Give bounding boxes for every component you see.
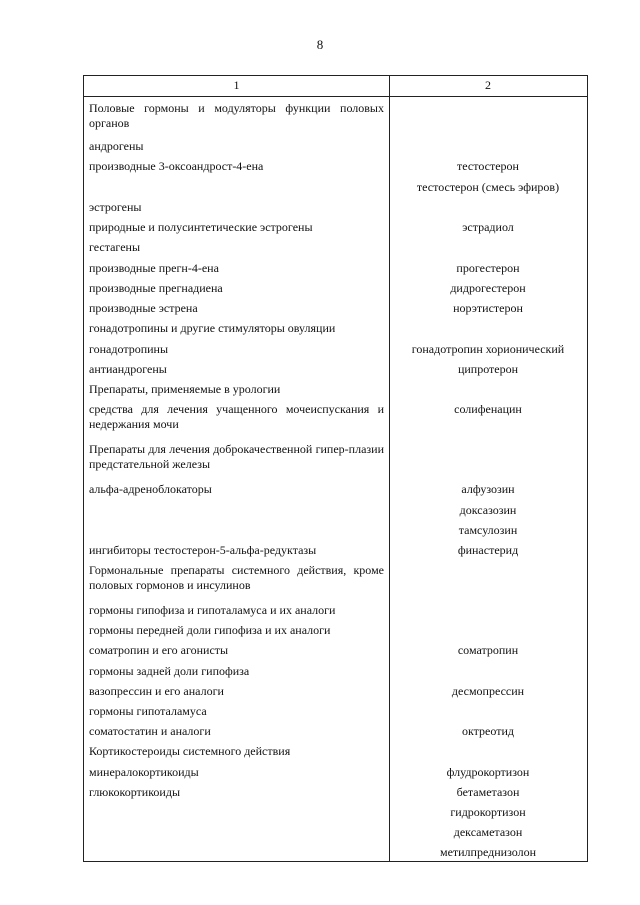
drug-name-cell: тестостерон (смесь эфиров) bbox=[416, 180, 560, 194]
drug-table bbox=[83, 75, 588, 862]
category-cell: ингибиторы тестостерон-5-альфа-редуктазы bbox=[89, 543, 317, 557]
drug-name-cell: прогестерон bbox=[456, 261, 520, 275]
drug-name-cell: гонадотропин хорионический bbox=[411, 342, 565, 356]
drug-name-cell: тамсулозин bbox=[458, 523, 518, 537]
category-cell: соматропин и его агонисты bbox=[89, 643, 229, 657]
category-cell: гонадотропины bbox=[89, 342, 169, 356]
header-col-1: 1 bbox=[233, 78, 240, 92]
drug-name-cell: ципротерон bbox=[457, 362, 519, 376]
category-cell: Препараты, применяемые в урологии bbox=[89, 382, 281, 396]
category-cell: минералокортикоиды bbox=[89, 765, 199, 779]
category-cell: гормоны гипоталамуса bbox=[89, 704, 207, 718]
drug-name-cell: норэтистерон bbox=[453, 301, 523, 315]
category-cell: гестагены bbox=[89, 240, 141, 254]
page-number: 8 bbox=[316, 37, 324, 52]
category-cell: природные и полусинтетические эстрогены bbox=[89, 220, 313, 234]
drug-name-cell: соматропин bbox=[457, 643, 519, 657]
drug-name-cell: эстрадиол bbox=[462, 220, 514, 234]
drug-name-cell: гидрокортизон bbox=[450, 805, 526, 819]
drug-name-cell: десмопрессин bbox=[451, 684, 525, 698]
drug-name-cell: солифенацин bbox=[454, 402, 522, 416]
drug-name-cell: дексаметазон bbox=[453, 825, 523, 839]
category-cell: эстрогены bbox=[89, 200, 142, 214]
category-cell: производные эстрена bbox=[89, 301, 198, 315]
category-cell: гормоны задней доли гипофиза bbox=[89, 664, 250, 678]
category-cell: соматостатин и аналоги bbox=[89, 724, 211, 738]
category-cell: гормоны передней доли гипофиза и их аналоги bbox=[89, 623, 331, 637]
drug-name-cell: октреотид bbox=[461, 724, 514, 738]
table-header bbox=[84, 76, 587, 97]
category-cell: средства для лечения учащенного мочеиспускания и недержания мочи bbox=[89, 402, 384, 431]
drug-name-cell: дидрогестерон bbox=[450, 281, 526, 295]
category-cell: Препараты для лечения доброкачественной гипер-плазии предстательной железы bbox=[89, 442, 384, 471]
drug-name-cell: доксазозин bbox=[459, 503, 517, 517]
category-cell: вазопрессин и его аналоги bbox=[89, 684, 224, 698]
category-cell: Гормональные препараты системного действия, кроме половых гормонов и инсулинов bbox=[89, 563, 384, 592]
category-cell: производные прегнадиена bbox=[89, 281, 223, 295]
category-cell: антиандрогены bbox=[89, 362, 167, 376]
category-cell: производные прегн-4-ена bbox=[89, 261, 219, 275]
drug-name-cell: алфузозин bbox=[461, 482, 515, 496]
drug-name-cell: тестостерон bbox=[457, 159, 519, 173]
category-cell: глюкокортикоиды bbox=[89, 785, 181, 799]
category-cell: альфа-адреноблокаторы bbox=[89, 482, 212, 496]
drug-name-cell: флудрокортизон bbox=[446, 765, 530, 779]
category-cell: гонадотропины и другие стимуляторы овуляции bbox=[89, 321, 336, 335]
category-cell: андрогены bbox=[89, 139, 144, 153]
drug-name-cell: бетаметазон bbox=[456, 785, 520, 799]
category-cell: Половые гормоны и модуляторы функции половых органов bbox=[89, 101, 384, 130]
drug-name-cell: финастерид bbox=[457, 543, 519, 557]
header-col-2: 2 bbox=[485, 78, 491, 92]
category-cell: гормоны гипофиза и гипоталамуса и их аналоги bbox=[89, 603, 336, 617]
drug-name-cell: метилпреднизолон bbox=[439, 845, 537, 859]
category-cell: Кортикостероиды системного действия bbox=[89, 744, 291, 758]
category-cell: производные 3-оксоандрост-4-ена bbox=[89, 159, 264, 173]
